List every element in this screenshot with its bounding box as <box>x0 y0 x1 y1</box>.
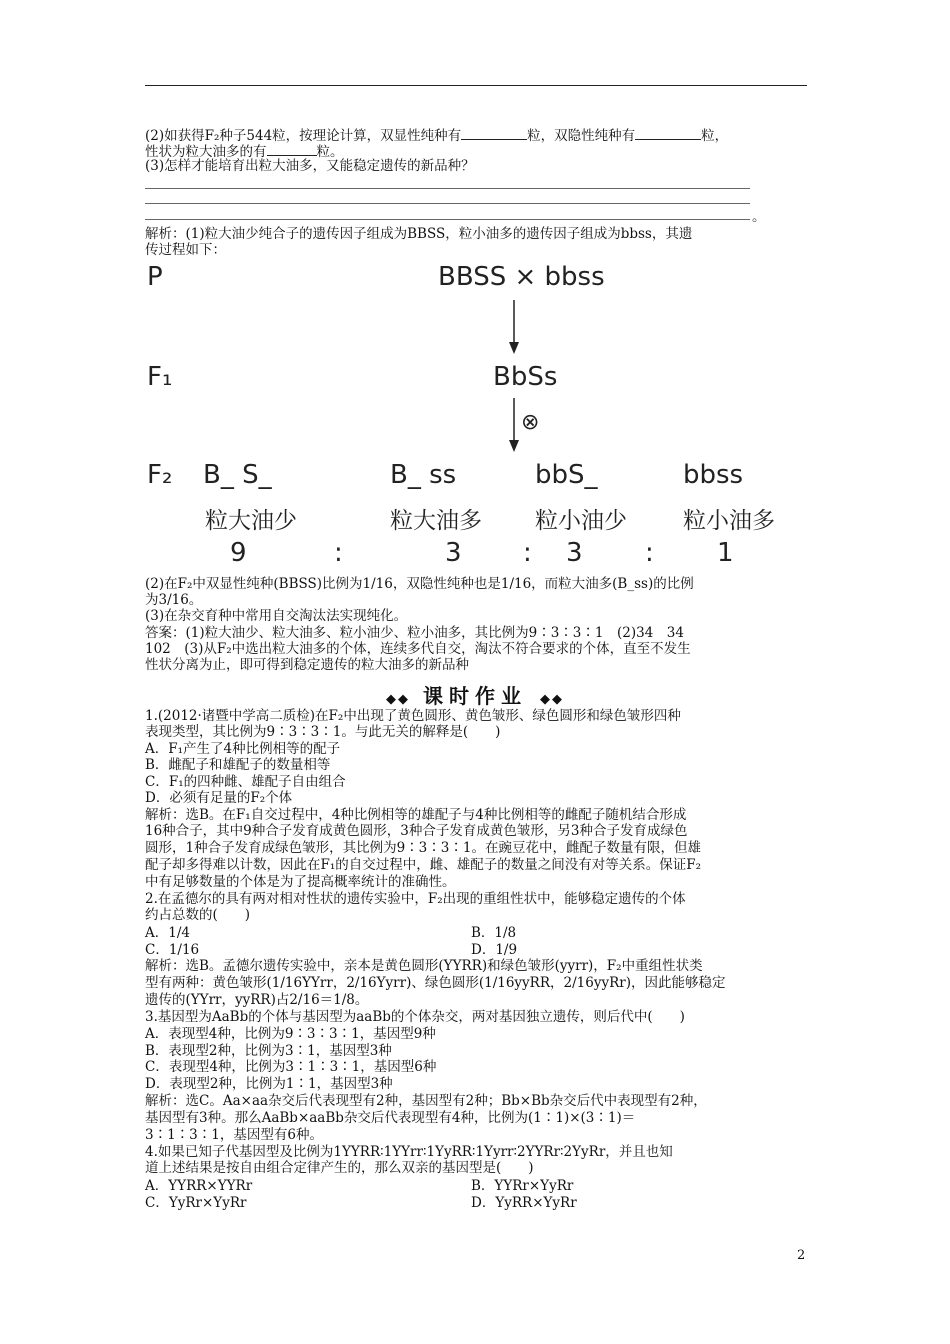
f2-genotype: B_ S_ <box>203 460 272 490</box>
f2-genotype: bbss <box>683 460 744 490</box>
down-arrow-icon <box>500 300 530 360</box>
answer-line-2: 102 (3)从F₂中选出粒大油多的个体，连续多代自交，淘汰不符合要求的个体，直至不发生 <box>145 641 691 657</box>
ratio-colon: : <box>645 538 654 568</box>
problem-2-analysis: 型有两种：黄色皱形(1/16YYrr，2/16Yyrr)、绿色圆形(1/16yyRR，2/16yyRr)，因此能够稳定 <box>145 975 726 991</box>
ratio-value: 1 <box>717 538 734 568</box>
p-generation-label: P <box>147 262 163 292</box>
f2-phenotype: 粒小油少 <box>535 508 627 534</box>
section-title: 课时作业 <box>423 684 527 708</box>
problem-4-option-c[interactable]: C．YyRr×YyRr <box>145 1195 247 1211</box>
f2-phenotype: 粒大油少 <box>205 508 297 534</box>
problem-1-option-c[interactable]: C．F₁的四种雌、雄配子自由组合 <box>145 774 346 790</box>
answer-blank[interactable] <box>635 126 701 140</box>
selfing-symbol-icon: ⊗ <box>521 410 540 435</box>
answer-line[interactable] <box>145 188 750 189</box>
header-rule <box>145 85 807 86</box>
problem-1-stem: 1.(2012·诸暨中学高二质检)在F₂中出现了黄色圆形、黄色皱形、绿色圆形和绿色皱形四种 <box>145 708 681 724</box>
problem-1-analysis: 中有足够数量的个体是为了提高概率统计的准确性。 <box>145 874 456 890</box>
analysis-2-line-1: (2)在F₂中双显性纯种(BBSS)比例为1/16，双隐性纯种也是1/16，而粒大油多(B_ss)的比例 <box>145 576 694 592</box>
f1-genotype: BbSs <box>493 362 558 392</box>
f2-generation-label: F₂ <box>147 460 173 490</box>
analysis-line-1: 解析：(1)粒大油少纯合子的遗传因子组成为BBSS，粒小油多的遗传因子组成为bbss，其遗 <box>145 226 693 242</box>
problem-2-option-a[interactable]: A．1/4 <box>145 925 190 941</box>
problem-3-option-d[interactable]: D．表现型2种，比例为1∶1，基因型3种 <box>145 1076 393 1092</box>
problem-1-option-b[interactable]: B．雌配子和雄配子的数量相等 <box>145 757 331 773</box>
q2-text-d: 性状为粒大油多的有 <box>145 144 267 160</box>
analysis-line-2: 传过程如下： <box>145 242 226 258</box>
problem-3-option-b[interactable]: B．表现型2种，比例为3∶1，基因型3种 <box>145 1043 392 1059</box>
problem-3-analysis: 基因型有3种。那么AaBb×aaBb杂交后代表现型有4种，比例为(1∶1)×(3∶1)＝ <box>145 1110 636 1126</box>
problem-2-option-b[interactable]: B．1/8 <box>471 925 517 941</box>
page-number: 2 <box>797 1248 806 1263</box>
answer-line[interactable] <box>145 203 750 204</box>
answer-blank[interactable] <box>461 126 527 140</box>
q3-text: (3)怎样才能培育出粒大油多，又能稳定遗传的新品种？ <box>145 158 475 174</box>
problem-4-option-a[interactable]: A．YYRR×YYRr <box>145 1178 253 1194</box>
problem-1-analysis: 解析：选B。在F₁自交过程中，4种比例相等的雄配子与4种比例相等的雌配子随机结合形成 <box>145 807 687 823</box>
problem-2-analysis: 遗传的(YYrr，yyRR)占2/16＝1/8。 <box>145 992 369 1008</box>
problem-1-analysis: 圆形，1种合子发育成绿色皱形，其比例为9∶3∶3∶1。在豌豆花中，雌配子数量有限，但雄 <box>145 840 701 856</box>
problem-4-stem: 道上述结果是按自由组合定律产生的，那么双亲的基因型是( ) <box>145 1160 534 1176</box>
problem-2-stem: 约占总数的( ) <box>145 907 251 923</box>
q2-text-e: 粒。 <box>316 144 344 160</box>
problem-2-option-d[interactable]: D．1/9 <box>471 942 518 958</box>
f2-phenotype: 粒大油多 <box>390 508 482 534</box>
problem-1-stem: 表现类型，其比例为9∶3∶3∶1。与此无关的解释是( ) <box>145 724 501 740</box>
f2-genotype: bbS_ <box>535 460 598 490</box>
problem-3-option-c[interactable]: C．表现型4种，比例为3∶1∶3∶1，基因型6种 <box>145 1059 437 1075</box>
problem-3-analysis: 3∶1∶3∶1，基因型有6种。 <box>145 1127 323 1143</box>
problem-1-analysis: 配子却多得难以计数，因此在F₁的自交过程中，雌、雄配子的数量之间没有对等关系。保证F₂ <box>145 857 702 873</box>
problem-2-analysis: 解析：选B。孟德尔遗传实验中，亲本是黄色圆形(YYRR)和绿色皱形(yyrr)，F₂中重组性状类 <box>145 958 703 974</box>
answer-blank[interactable] <box>267 142 317 156</box>
ratio-value: 3 <box>566 538 583 568</box>
problem-3-stem: 3.基因型为AaBb的个体与基因型为aaBb的个体杂交，两对基因独立遗传，则后代中( ) <box>145 1009 685 1025</box>
f1-generation-label: F₁ <box>147 362 173 392</box>
f2-genotype: B_ ss <box>390 460 457 490</box>
problem-2-option-c[interactable]: C．1/16 <box>145 942 200 958</box>
period: 。 <box>752 209 766 225</box>
problem-4-stem: 4.如果已知子代基因型及比例为1YYRR∶1YYrr∶1YyRR∶1Yyrr∶2YYRr∶2YyRr，并且也知 <box>145 1144 673 1160</box>
problem-4-option-b[interactable]: B．YYRr×YyRr <box>471 1178 574 1194</box>
problem-1-analysis: 16种合子，其中9种合子发育成黄色圆形，3种合子发育成黄色皱形，另3种合子发育成绿色 <box>145 823 688 839</box>
section-banner <box>375 680 575 708</box>
problem-1-option-a[interactable]: A．F₁产生了4种比例相等的配子 <box>145 741 341 757</box>
analysis-2-line-2: 为3/16。 <box>145 592 203 608</box>
ratio-value: 9 <box>230 538 247 568</box>
problem-2-stem: 2.在孟德尔的具有两对相对性状的遗传实验中，F₂出现的重组性状中，能够稳定遗传的个体 <box>145 891 686 907</box>
answer-line-1: 答案：(1)粒大油少、粒大油多、粒小油少、粒小油多，其比例为9∶3∶3∶1 (2)34 34 <box>145 625 684 641</box>
q2-text-b: 粒，双隐性纯种有 <box>527 128 636 144</box>
problem-3-analysis: 解析：选C。Aa×aa杂交后代表现型有2种，基因型有2种；Bb×Bb杂交后代中表现型有2种， <box>145 1093 707 1109</box>
answer-line-3: 性状分离为止，即可得到稳定遗传的粒大油多的新品种 <box>145 657 469 673</box>
problem-4-option-d[interactable]: D．YyRR×YyRr <box>471 1195 577 1211</box>
problem-3-option-a[interactable]: A．表现型4种，比例为9∶3∶3∶1，基因型9种 <box>145 1026 436 1042</box>
diamond-ornament-icon: ◆◆ <box>386 692 411 707</box>
answer-line[interactable] <box>145 219 750 220</box>
q2-text-a: (2)如获得F₂种子544粒，按理论计算，双显性纯种有 <box>145 128 462 144</box>
ratio-colon: : <box>334 538 343 568</box>
ratio-value: 3 <box>445 538 462 568</box>
p-cross-genotypes: BBSS × bbss <box>438 262 605 292</box>
f2-phenotype: 粒小油多 <box>683 508 775 534</box>
analysis-3: (3)在杂交育种中常用自交淘汰法实现纯化。 <box>145 608 408 624</box>
problem-1-option-d[interactable]: D．必须有足量的F₂个体 <box>145 790 293 806</box>
diamond-ornament-icon: ◆◆ <box>539 692 564 707</box>
q2-text-c: 粒， <box>701 128 729 144</box>
ratio-colon: : <box>523 538 532 568</box>
